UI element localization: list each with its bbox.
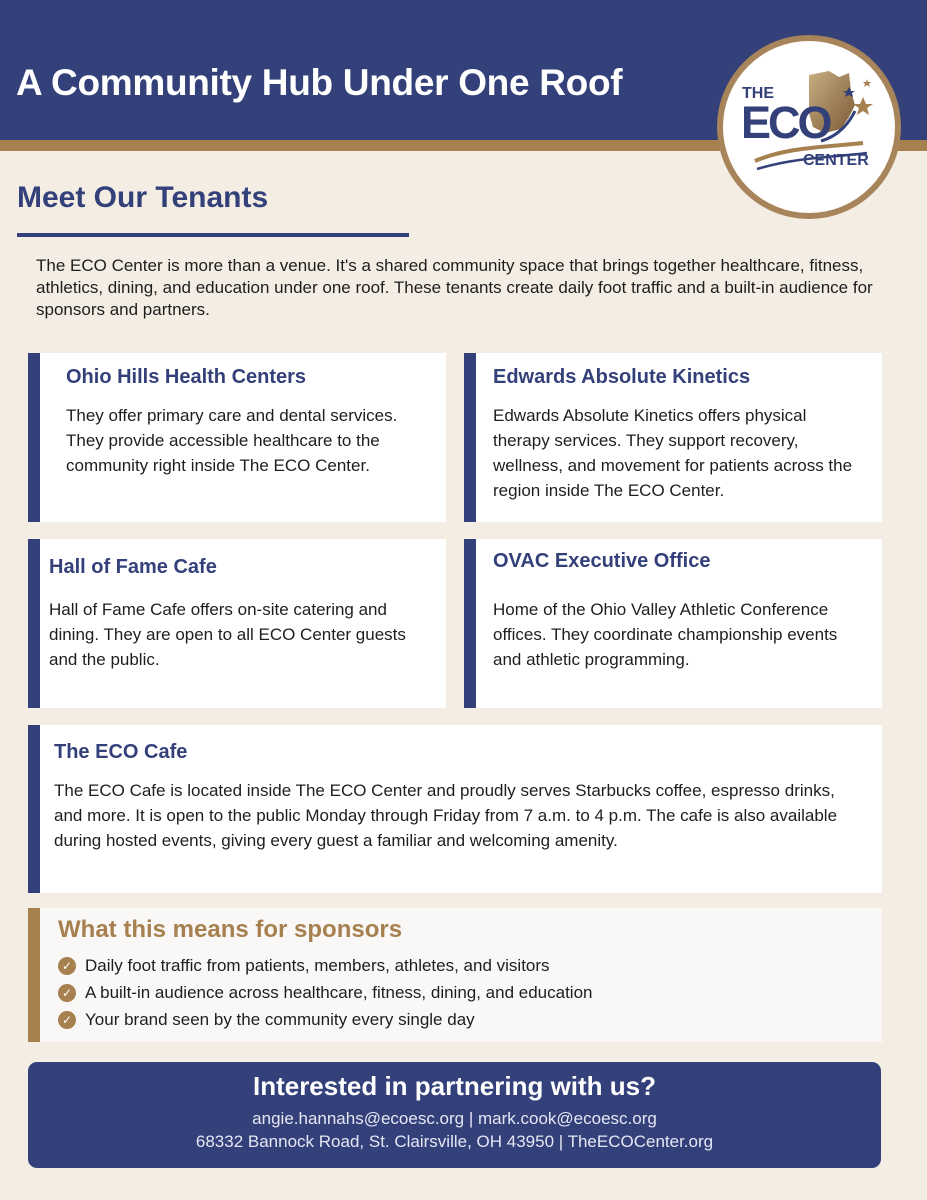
tenant-card-edwards — [464, 353, 882, 522]
tenant-name: Ohio Hills Health Centers — [66, 366, 307, 388]
section-title: Meet Our Tenants — [17, 181, 269, 214]
list-item — [58, 1006, 593, 1033]
logo-text-center: CENTER — [803, 152, 869, 169]
tenant-description: Home of the Ohio Valley Athletic Conference offices. They coordinate championship events and athletic programming. — [493, 600, 838, 669]
tenant-name: The ECO Cafe — [54, 741, 188, 763]
logo-text-eco: ECO — [741, 97, 830, 148]
contact-banner — [28, 1062, 881, 1168]
tenant-name: Hall of Fame Cafe — [49, 556, 217, 578]
tenant-card-eco-cafe — [28, 725, 882, 893]
contact-emails[interactable]: angie.hannahs@ecoesc.org | mark.cook@ecoesc.org — [252, 1109, 657, 1128]
tenant-description: The ECO Cafe is located inside The ECO Center and proudly serves Starbucks coffee, espresso drinks, and more. It is open to the public Monday through Friday from 7 a.m. to 4 p.m. The cafe is also available during hosted events, giving every guest a familiar and welcoming amenity. — [54, 781, 838, 850]
contact-address[interactable]: 68332 Bannock Road, St. Clairsville, OH 43950 | TheECOCenter.org — [195, 1132, 714, 1151]
check-circle-icon: ✓ — [58, 1011, 76, 1029]
sponsor-benefits-title: What this means for sponsors — [58, 916, 403, 943]
tenant-card-ohio-hills — [28, 353, 446, 522]
logo-text-the: THE — [742, 85, 774, 102]
eco-center-logo — [717, 35, 901, 219]
tenant-description: Edwards Absolute Kinetics offers physical therapy services. They support recovery, wellness, and movement for patients across the region inside The ECO Center. — [493, 406, 853, 500]
list-item — [58, 979, 593, 1006]
tenant-card-ovac — [464, 539, 882, 708]
tenant-description: They offer primary care and dental services. They provide accessible healthcare to the community right inside The ECO Center. — [66, 406, 398, 475]
tenant-card-hall-of-fame — [28, 539, 446, 708]
benefit-text: A built-in audience across healthcare, fitness, dining, and education — [85, 982, 593, 1002]
tenant-name: OVAC Executive Office — [493, 550, 711, 572]
list-item — [58, 952, 593, 979]
intro-paragraph: The ECO Center is more than a venue. It's a shared community space that brings together healthcare, fitness, athletics, dining, and education under one roof. These tenants create daily foot traffic and a built-in audience for sponsors and partners. — [36, 256, 873, 319]
benefit-text: Daily foot traffic from patients, members, athletes, and visitors — [85, 955, 550, 975]
check-circle-icon: ✓ — [58, 984, 76, 1002]
check-circle-icon: ✓ — [58, 957, 76, 975]
section-divider — [17, 233, 409, 237]
page-title: A Community Hub Under One Roof — [16, 62, 623, 103]
sponsor-benefits-list — [58, 952, 593, 1033]
contact-title: Interested in partnering with us? — [252, 1071, 657, 1101]
tenant-name: Edwards Absolute Kinetics — [493, 366, 751, 388]
benefit-text: Your brand seen by the community every single day — [85, 1009, 475, 1029]
sponsor-benefits-box — [28, 908, 882, 1042]
tenant-description: Hall of Fame Cafe offers on-site catering and dining. They are open to all ECO Center guests and the public. — [49, 600, 406, 669]
